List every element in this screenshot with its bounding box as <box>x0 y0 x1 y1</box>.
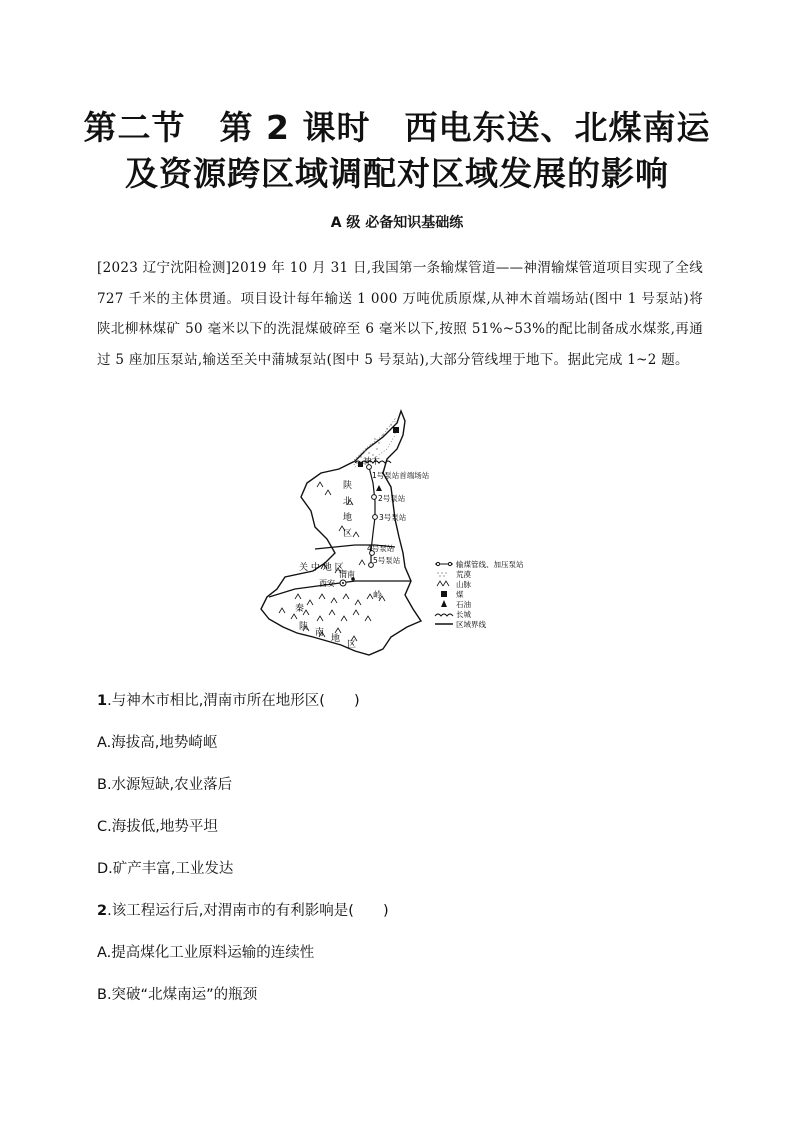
label-shaannan-1: 陕 <box>299 622 309 632</box>
label-shaanbei-3: 地 <box>343 513 353 523</box>
pump-station-2 <box>372 495 377 500</box>
label-weinan: 渭南 <box>339 570 355 579</box>
page-title-line-2: 及资源跨区域调配对区域发展的影响 <box>125 154 669 193</box>
question-1-option-d: D.矿产丰富,工业发达 <box>97 861 234 877</box>
label-shaannan-2: 南 <box>315 628 325 638</box>
label-qinling-2: 岭 <box>373 591 383 601</box>
question-1 <box>97 689 360 710</box>
legend-region-boundary: 区域界线 <box>456 620 486 629</box>
coal-icon <box>393 427 399 433</box>
legend-oil: 石油 <box>456 600 471 609</box>
legend-desert: 荒漠 <box>456 570 471 579</box>
question-2-stem: .该工程运行后,对渭南市的有利影响是( ) <box>107 903 389 919</box>
pump-station-3 <box>373 515 378 520</box>
label-guanzhong: 关 中 地 区 <box>299 563 344 573</box>
label-qinling-1: 秦 <box>295 604 305 614</box>
province-outline <box>261 411 421 655</box>
label-shaanbei-2: 北 <box>343 497 353 507</box>
label-station-1: 1号泵站首端场站 <box>372 471 430 480</box>
section-level-label: A 级 必备知识基础练 <box>330 215 464 231</box>
question-1-number: 1 <box>97 693 108 709</box>
label-xian: 西安 <box>319 579 335 588</box>
label-shaanbei-4: 区 <box>343 529 353 539</box>
question-2-option-b: B.突破“北煤南运”的瓶颈 <box>97 987 258 1003</box>
label-shenmu: 神木 <box>363 457 381 467</box>
question-1-option-b: B.水源短缺,农业落后 <box>97 777 233 793</box>
intro-paragraph: [2023 辽宁沈阳检测]2019 年 10 月 31 日,我国第一条输煤管道——神渭输煤管道项目实现了全线 727 千米的主体贯通。项目设计每年输送 1 000 万吨优质原煤,从神木首端场站(图中 1 号泵站)将陕北柳林煤矿 50 毫米以下的洗混煤破碎至 6 毫米以下,按照 51%~53%的配比制备成水煤浆,再通过 5 座加压泵站,输送至关中蒲城泵站(图中 5 号泵站),大部分管线埋于地下。据此完成 1~2 题。 <box>97 260 703 368</box>
legend-coal: 煤 <box>456 590 464 599</box>
question-1-option-c: C.海拔低,地势平坦 <box>97 819 218 835</box>
question-2-number: 2 <box>97 903 108 919</box>
shaanxi-map <box>255 405 555 665</box>
legend-mountain: 山脉 <box>456 580 471 589</box>
label-station-3: 3号泵站 <box>379 513 407 522</box>
question-1-stem: .与神木市相比,渭南市所在地形区( ) <box>107 693 360 709</box>
label-station-4: 4号泵站 <box>367 544 395 553</box>
question-1-option-a: A.海拔高,地势崎岖 <box>97 735 218 751</box>
page-title-line-1: 第二节 第 2 课时 西电东送、北煤南运 <box>83 108 711 147</box>
label-station-2: 2号泵站 <box>378 494 406 503</box>
label-shaannan-4: 区 <box>347 640 357 650</box>
label-station-5: 5号泵站 <box>373 556 401 565</box>
label-shaanbei-1: 陕 <box>343 481 353 491</box>
map-legend <box>435 559 524 629</box>
question-2-option-a: A.提高煤化工业原料运输的连续性 <box>97 945 315 961</box>
legend-great-wall: 长城 <box>456 610 471 619</box>
question-2 <box>97 899 389 920</box>
label-shaannan-3: 地 <box>331 634 341 644</box>
legend-pipeline: 输煤管线、加压泵站 <box>456 560 524 569</box>
